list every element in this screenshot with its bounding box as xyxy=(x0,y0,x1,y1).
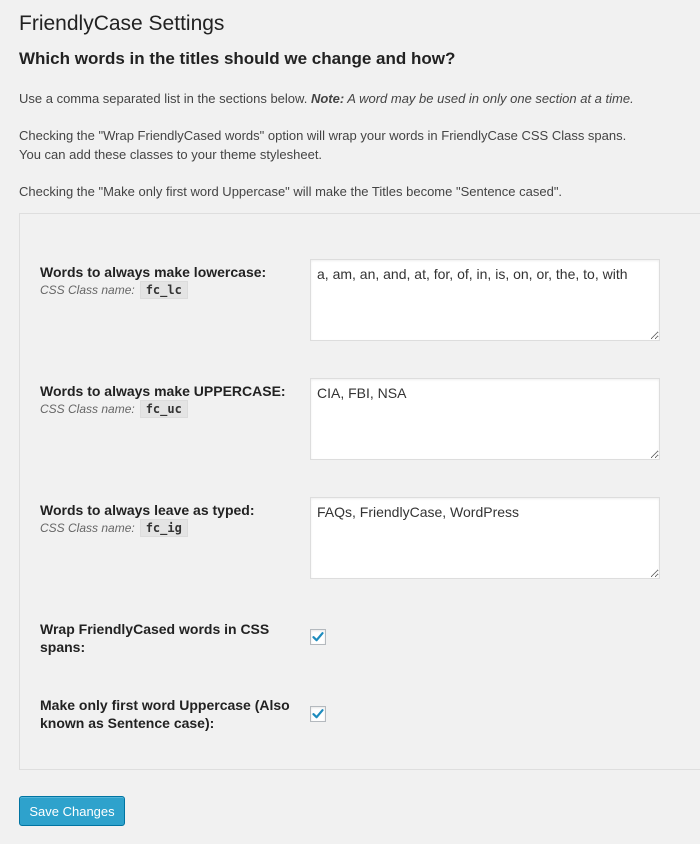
lowercase-css-class xyxy=(40,281,188,299)
intro-sentence-case-description: Checking the "Make only first word Uppercase" will make the Titles become "Sentence cased". xyxy=(19,184,563,199)
css-class-code: fc_uc xyxy=(140,400,188,418)
css-class-code: fc_ig xyxy=(140,519,188,537)
leave-as-typed-label: Words to always leave as typed: xyxy=(40,502,255,518)
uppercase-words-textarea[interactable] xyxy=(310,378,660,460)
intro-comma-instructions xyxy=(19,89,634,108)
intro-stylesheet-hint: You can add these classes to your theme stylesheet. xyxy=(19,147,323,162)
checkmark-icon xyxy=(312,708,324,720)
uppercase-css-class xyxy=(40,400,188,418)
sentence-case-checkbox[interactable] xyxy=(310,706,326,722)
intro-text: Use a comma separated list in the sections below. xyxy=(19,91,311,106)
checkmark-icon xyxy=(312,631,324,643)
lowercase-words-textarea[interactable] xyxy=(310,259,660,341)
uppercase-label: Words to always make UPPERCASE: xyxy=(40,383,286,399)
intro-note xyxy=(311,91,634,106)
css-class-prefix: CSS Class name: xyxy=(40,283,135,297)
css-class-prefix: CSS Class name: xyxy=(40,521,135,535)
wrap-css-spans-checkbox[interactable] xyxy=(310,629,326,645)
page-title: FriendlyCase Settings xyxy=(19,12,225,35)
css-class-code: fc_lc xyxy=(140,281,188,299)
intro-note-text: A word may be used in only one section at a time. xyxy=(344,91,634,106)
leave-as-typed-words-textarea[interactable] xyxy=(310,497,660,579)
section-heading: Which words in the titles should we change and how? xyxy=(19,49,456,68)
intro-note-label: Note: xyxy=(310,91,345,106)
save-changes-button[interactable]: Save Changes xyxy=(19,796,125,826)
sentence-case-label: Make only first word Uppercase (Also known as Sentence case): xyxy=(40,697,290,731)
wrap-css-spans-label: Wrap FriendlyCased words in CSS spans: xyxy=(40,621,270,655)
leave-as-typed-css-class xyxy=(40,519,188,537)
lowercase-label: Words to always make lowercase: xyxy=(40,264,267,280)
intro-wrap-description: Checking the "Wrap FriendlyCased words" option will wrap your words in FriendlyCase CSS Class spans. xyxy=(19,128,627,143)
css-class-prefix: CSS Class name: xyxy=(40,402,135,416)
